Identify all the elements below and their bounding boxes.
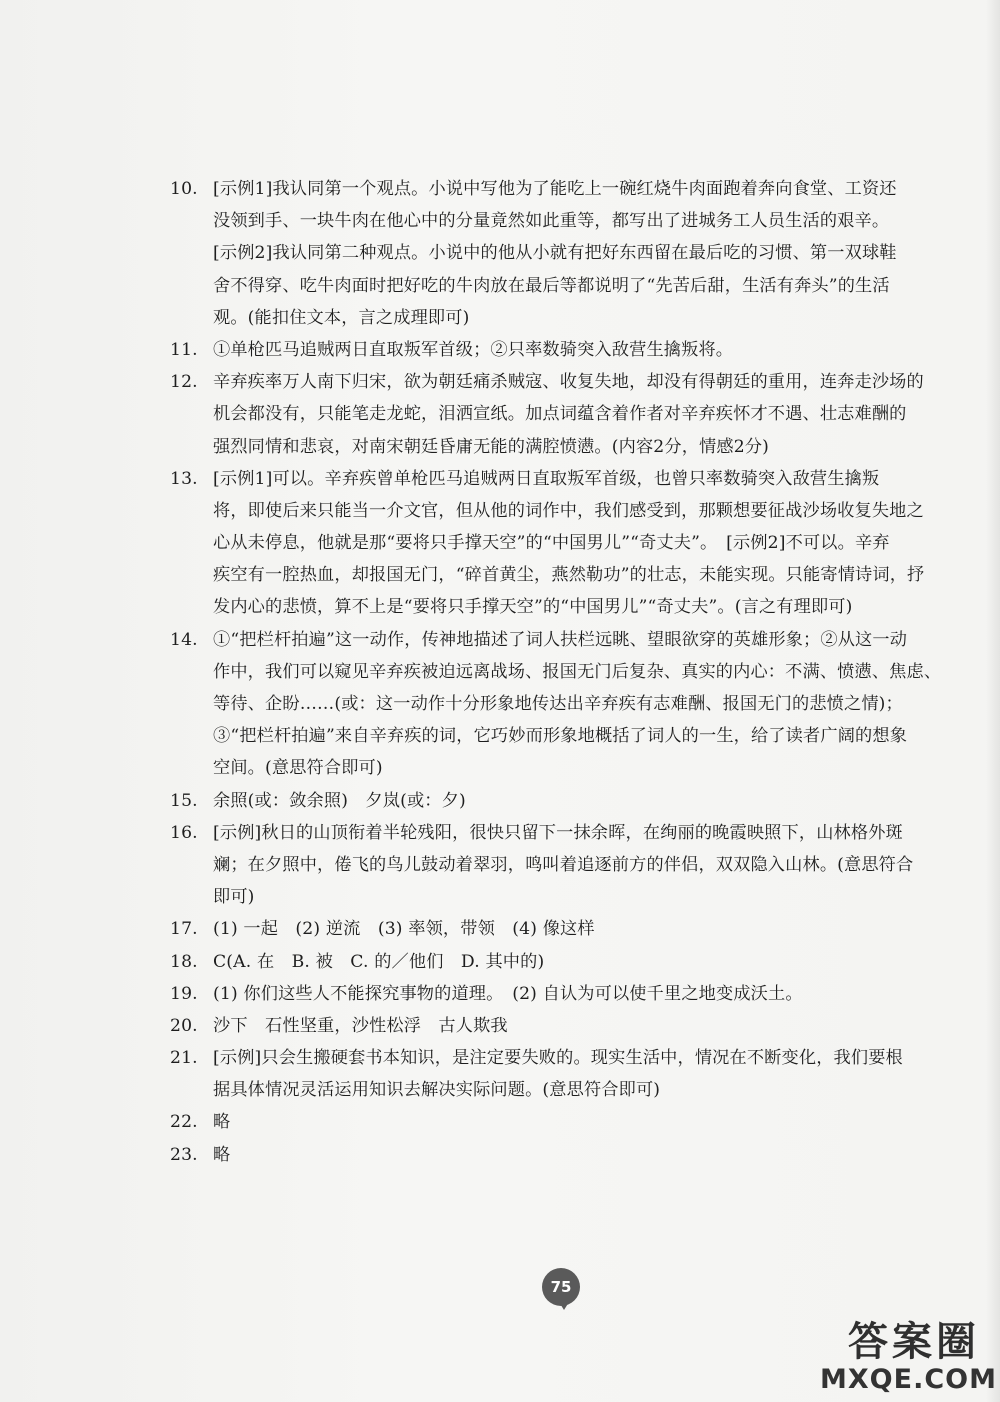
answer-line xyxy=(170,302,950,334)
answer-text: 观。(能扣住文本，言之成理即可) xyxy=(213,307,470,328)
answer-line xyxy=(170,559,950,591)
answer-number: 21. xyxy=(170,1048,198,1069)
answer-number: 14. xyxy=(170,629,198,650)
answer-text: 辛弃疾率万人南下归宋，欲为朝廷痛杀贼寇、收复失地，却没有得朝廷的重用，连奔走沙场的 xyxy=(213,372,924,393)
answer-line xyxy=(170,1010,950,1042)
answer-text: 发内心的悲愤，算不上是“要将只手撑天空”的“中国男儿”“奇丈夫”。(言之有理即可) xyxy=(213,597,853,618)
answer-item xyxy=(170,978,950,1010)
answer-line xyxy=(170,366,950,398)
answer-line xyxy=(170,849,950,881)
answer-text: (1) 你们这些人不能探究事物的道理。 (2) 自认为可以使千里之地变成沃土。 xyxy=(213,983,803,1004)
answer-line xyxy=(170,431,950,463)
answer-list xyxy=(170,173,950,1171)
answer-item xyxy=(170,334,950,366)
answer-text: [示例2]我认同第二种观点。小说中的他从小就有把好东西留在最后吃的习惯、第一双球鞋 xyxy=(213,243,897,264)
answer-text: 沙下 石性坚重，沙性松浮 古人欺我 xyxy=(213,1015,508,1036)
answer-line xyxy=(170,173,950,205)
answer-text: 疾空有一腔热血，却报国无门，“碎首黄尘，燕然勒功”的壮志，未能实现。只能寄情诗词，抒 xyxy=(213,565,925,586)
page-number-badge xyxy=(542,1268,580,1306)
answer-line xyxy=(170,398,950,430)
answer-text: 斓；在夕照中，倦飞的鸟儿鼓动着翠羽，鸣叫着追逐前方的伴侣，双双隐入山林。(意思符合 xyxy=(213,854,914,875)
answer-text: 强烈同情和悲哀，对南宋朝廷昏庸无能的满腔愤懑。(内容2分，情感2分) xyxy=(213,436,770,457)
answer-line xyxy=(170,1042,950,1074)
watermark-chinese: 答案圈 xyxy=(848,1319,980,1365)
answer-text: 机会都没有，只能笔走龙蛇，泪洒宣纸。加点词蕴含着作者对辛弃疾怀才不遇、壮志难酬的 xyxy=(213,404,907,425)
answer-text: (1) 一起 (2) 逆流 (3) 率领，带领 (4) 像这样 xyxy=(213,919,595,940)
answer-line xyxy=(170,656,950,688)
watermark-logo xyxy=(820,1310,995,1398)
answer-item xyxy=(170,1106,950,1138)
answer-text: ①“把栏杆拍遍”这一动作，传神地描述了词人扶栏远眺、望眼欲穿的英雄形象；②从这一动 xyxy=(213,629,908,650)
answer-line xyxy=(170,463,950,495)
answer-number: 16. xyxy=(170,822,198,843)
answer-number: 22. xyxy=(170,1112,198,1133)
answer-line xyxy=(170,205,950,237)
answer-text: C(A. 在 B. 被 C. 的／他们 D. 其中的) xyxy=(213,951,545,972)
answer-number: 11. xyxy=(170,339,198,360)
answer-text: 略 xyxy=(213,1112,231,1133)
answer-line xyxy=(170,752,950,784)
answer-line xyxy=(170,688,950,720)
answer-item xyxy=(170,463,950,624)
answer-text: 据具体情况灵活运用知识去解决实际问题。(意思符合即可) xyxy=(213,1080,661,1101)
answer-line xyxy=(170,1106,950,1138)
answer-number: 12. xyxy=(170,372,198,393)
answer-number: 19. xyxy=(170,983,198,1004)
answer-line xyxy=(170,785,950,817)
answer-item xyxy=(170,817,950,914)
answer-item xyxy=(170,785,950,817)
answer-line xyxy=(170,720,950,752)
page-edge-shadow xyxy=(986,0,1000,1402)
answer-line xyxy=(170,495,950,527)
answer-line xyxy=(170,946,950,978)
answer-item xyxy=(170,366,950,463)
answer-line xyxy=(170,913,950,945)
answer-line xyxy=(170,334,950,366)
answer-number: 17. xyxy=(170,919,198,940)
answer-line xyxy=(170,237,950,269)
answer-line xyxy=(170,527,950,559)
answer-number: 10. xyxy=(170,179,198,199)
answer-text: 即可) xyxy=(213,887,255,908)
answer-text: 空间。(意思符合即可) xyxy=(213,758,383,779)
answer-text: 没领到手、一块牛肉在他心中的分量竟然如此重等，都写出了进城务工人员生活的艰辛。 xyxy=(213,211,890,232)
answer-item xyxy=(170,946,950,978)
page-number: 75 xyxy=(550,1278,572,1296)
answer-number: 23. xyxy=(170,1144,198,1165)
answer-text: [示例]秋日的山顶衔着半轮残阳，很快只留下一抹余晖，在绚丽的晚霞映照下，山林格外斑 xyxy=(213,822,903,843)
answer-line xyxy=(170,978,950,1010)
answer-text: [示例1]可以。辛弃疾曾单枪匹马追贼两日直取叛军首级，也曾只率数骑突入敌营生擒叛 xyxy=(213,468,880,489)
answer-number: 13. xyxy=(170,468,198,489)
answer-item xyxy=(170,913,950,945)
answer-line xyxy=(170,1074,950,1106)
watermark-url: MXQE.COM xyxy=(820,1364,997,1395)
answer-text: ③“把栏杆拍遍”来自辛弃疾的词，它巧妙而形象地概括了词人的一生，给了读者广阔的想象 xyxy=(213,726,908,747)
answer-number: 20. xyxy=(170,1015,198,1036)
answer-item xyxy=(170,624,950,785)
answer-text: 略 xyxy=(213,1144,231,1165)
answer-text: 舍不得穿、吃牛肉面时把好吃的牛肉放在最后等都说明了“先苦后甜，生活有奔头”的生活 xyxy=(213,275,890,296)
answer-line xyxy=(170,591,950,623)
answer-line xyxy=(170,624,950,656)
answer-item xyxy=(170,1010,950,1042)
answer-number: 18. xyxy=(170,951,198,972)
answer-text: 心从未停息，他就是那“要将只手撑天空”的“中国男儿”“奇丈夫”。 [示例2]不可以。辛弃 xyxy=(213,533,890,554)
answer-item xyxy=(170,1139,950,1171)
answer-line xyxy=(170,881,950,913)
answer-item xyxy=(170,173,950,334)
answer-text: 作中，我们可以窥见辛弃疾被迫远离战场、报国无门后复杂、真实的内心：不满、愤懑、焦虑、 xyxy=(213,661,942,682)
answer-text: 将，即使后来只能当一介文官，但从他的词作中，我们感受到，那颗想要征战沙场收复失地之 xyxy=(213,500,924,521)
answer-text: [示例1]我认同第一个观点。小说中写他为了能吃上一碗红烧牛肉面跑着奔向食堂、工资还 xyxy=(213,179,897,199)
answer-text: [示例]只会生搬硬套书本知识，是注定要失败的。现实生活中，情况在不断变化，我们要根 xyxy=(213,1048,903,1069)
answer-text: 等待、企盼……(或：这一动作十分形象地传达出辛弃疾有志难酬、报国无门的悲愤之情)； xyxy=(213,694,903,714)
answer-text: ①单枪匹马追贼两日直取叛军首级；②只率数骑突入敌营生擒叛将。 xyxy=(213,339,734,360)
answer-item xyxy=(170,1042,950,1106)
answer-text: 余照(或：敛余照) 夕岚(或：夕) xyxy=(213,790,466,811)
answer-line xyxy=(170,1139,950,1171)
answer-line xyxy=(170,817,950,849)
answer-number: 15. xyxy=(170,790,198,811)
answer-line xyxy=(170,270,950,302)
